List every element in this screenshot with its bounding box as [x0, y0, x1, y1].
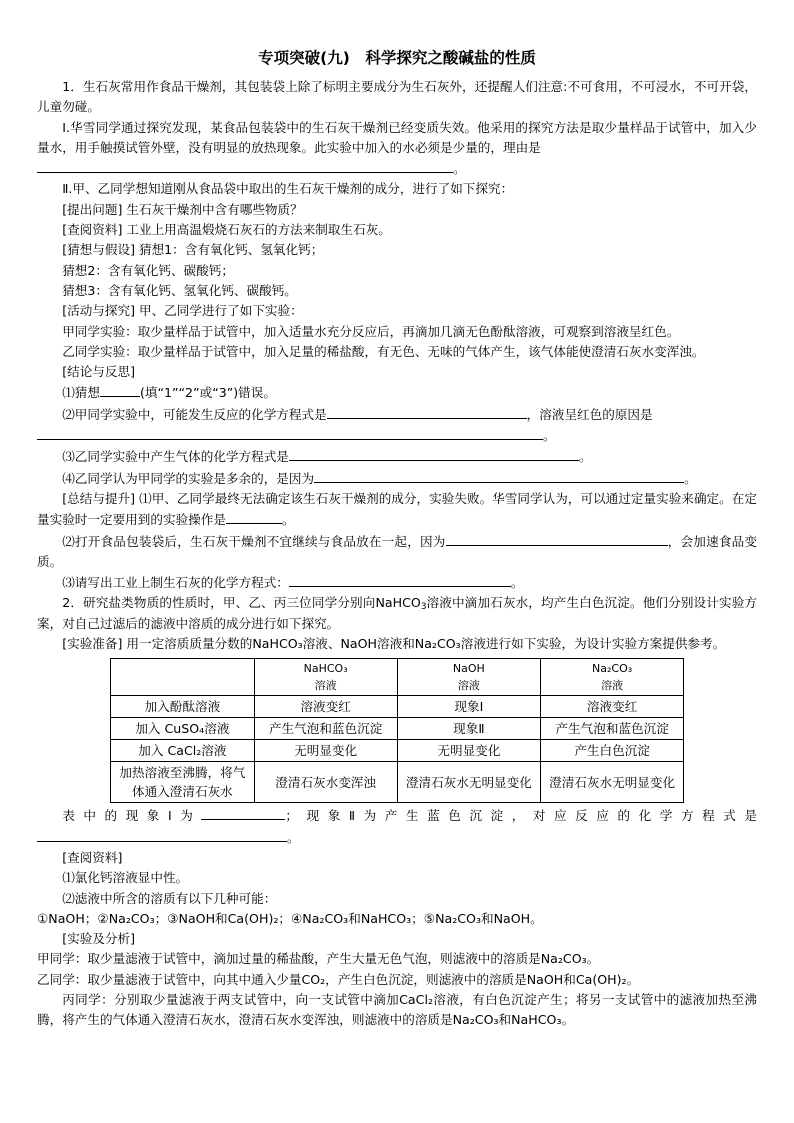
q1-summary-2 [37, 531, 757, 573]
q1-experiment-yi: 乙同学实验：取少量样品于试管中，加入足量的稀盐酸，有无色、无味的气体产生，该气体能使澄清石灰水变浑浊。 [62, 343, 705, 359]
answer-blank[interactable] [289, 572, 511, 587]
q2-prep-list: NaHCO₃溶液、NaOH溶液和Na₂CO₃溶液 [252, 636, 486, 652]
q1-question: [提出问题] 生石灰干燥剂中含有哪些物质？ [62, 201, 303, 217]
q2-yi: 乙同学：取少量滤液于试管中，向其中通入少量CO₂，产生白色沉淀，则滤液中的溶质是NaOH和Ca(OH)₂。 [37, 971, 640, 987]
q1-conclusion-2-line [37, 425, 757, 446]
after-table-end: 。 [287, 829, 300, 845]
q1-conclusion-title: [结论与反思] [62, 364, 135, 380]
q1-conclusion-2 [37, 404, 757, 425]
summary-end: 。 [281, 512, 295, 528]
q2-after-table-line [37, 827, 757, 848]
table-header-cell: Na₂CO₃ 溶液 [541, 659, 684, 696]
q2-analysis-title: [实验及分析] [62, 931, 135, 947]
table-cell: 现象Ⅱ [397, 718, 541, 740]
c2-end: 。 [543, 428, 556, 444]
answer-blank[interactable] [226, 509, 282, 524]
q1-conclusion-4 [37, 468, 757, 489]
q1-part1 [37, 118, 757, 159]
q2-reference-1: ⑴氯化钙溶液显中性。 [62, 870, 189, 886]
c3-end: 。 [578, 449, 592, 465]
answer-blank[interactable] [37, 827, 287, 842]
s2-pre: ⑵打开食品包装袋后，生石灰干燥剂不宜继续与食品放在一起，因为 [62, 533, 446, 549]
table-row [111, 696, 684, 718]
after-table-b: ；现象Ⅱ为产生蓝色沉淀，对应反应的化学方程式是 [285, 808, 757, 824]
q1-experiment-jia: 甲同学实验：取少量样品于试管中，加入适量水充分反应后，再滴加几滴无色酚酞溶液，可观察到溶液呈红色。 [62, 323, 680, 339]
table-cell: 无明显变化 [397, 740, 541, 762]
c2-mid: ，溶液呈红色的原因是 [526, 406, 653, 422]
table-cell: 澄清石灰水无明显变化 [397, 762, 541, 803]
c2-pre: ⑵甲同学实验中，可能发生反应的化学方程式是 [62, 406, 327, 422]
table-row [111, 740, 684, 762]
q1-reference: [查阅资料] 工业上用高温煅烧石灰石的方法来制取生石灰。 [62, 222, 391, 238]
q1-activity: [活动与探究] 甲、乙同学进行了如下实验： [62, 303, 303, 319]
answer-blank[interactable] [201, 805, 285, 820]
q2-prep-a: [实验准备] 用一定溶质质量分数的 [62, 636, 253, 652]
q1-part2: Ⅱ.甲、乙同学想知道刚从食品袋中取出的生石灰干燥剂的成分，进行了如下探究： [62, 181, 514, 197]
table-header-cell: NaOH 溶液 [397, 659, 541, 696]
q1-hypothesis-2: 猜想2：含有氧化钙、碳酸钙； [62, 262, 234, 278]
answer-blank[interactable] [314, 468, 684, 483]
q1-conclusion-3 [37, 446, 757, 467]
table-cell: 现象Ⅰ [397, 696, 541, 718]
q2-reference-2: ⑵滤液中所含的溶质有以下几种可能： [62, 890, 277, 906]
q2-intro-b: 溶液中滴加石灰水，均产生白色沉淀。他们分别设计实验方案，对自己过滤后的滤液中溶质的成分进行如下探究。 [37, 595, 758, 631]
q2-preparation [37, 634, 757, 654]
q1-part1-answer-line [37, 158, 757, 179]
table-header-cell [111, 659, 255, 696]
experiment-table [110, 658, 684, 803]
table-cell: 澄清石灰水变浑浊 [254, 762, 397, 803]
q2-bing: 丙同学：分别取少量滤液于两支试管中，向一支试管中滴加CaCl₂溶液，有白色沉淀产生；将另一支试管中的滤液加热至沸腾，将产生的气体通入澄清石灰水，澄清石灰水变浑浊，则滤液中的溶质是Na₂CO₃和NaHCO₃。 [37, 991, 757, 1028]
q2-after-table [37, 805, 757, 826]
table-cell: 产生气泡和蓝色沉淀 [541, 718, 684, 740]
c1-pre: ⑴猜想 [62, 385, 100, 401]
table-header-row [111, 659, 684, 696]
table-row [111, 718, 684, 740]
answer-blank[interactable] [446, 531, 668, 546]
q1-intro: 1．生石灰常用作食品干燥剂，其包装袋上除了标明主要成分为生石灰外，还提醒人们注意:不可食用，不可浸水，不可开袋，儿童勿碰。 [37, 79, 757, 115]
table-cell: 产生白色沉淀 [541, 740, 684, 762]
answer-blank[interactable] [289, 446, 579, 461]
q1-summary-1 [37, 489, 757, 531]
c1-post: (填“1”“2”或“3”)错误。 [139, 385, 276, 401]
s2-post: ，会加速食品变质。 [37, 533, 758, 569]
c4-pre: ⑷乙同学认为甲同学的实验是多余的，是因为 [62, 470, 315, 486]
table-cell: 溶液变红 [541, 696, 684, 718]
q1-part1-text: Ⅰ.华雪同学通过探究发现，某食品包装袋中的生石灰干燥剂已经变质失效。他采用的探究方法是取少量样品于试管中，加入少量水，用手触摸试管外壁，没有明显的放热现象。此实验中加入的水必须是少量的，理由是 [37, 119, 757, 155]
q2-intro-formula: NaHCO [375, 595, 421, 611]
table-cell: 溶液变红 [254, 696, 397, 718]
table-cell: 加入 CaCl₂溶液 [111, 740, 255, 762]
answer-blank[interactable] [100, 382, 140, 397]
page-title: 专项突破(九) 科学探究之酸碱盐的性质 [258, 49, 536, 67]
q2-options: ①NaOH；②Na₂CO₃；③NaOH和Ca(OH)₂；④Na₂CO₃和NaHCO₃；⑤Na₂CO₃和NaOH。 [37, 910, 543, 926]
q2-jia: 甲同学：取少量滤液于试管中，滴加过量的稀盐酸，产生大量无色气泡，则滤液中的溶质是Na₂CO₃。 [37, 951, 600, 967]
q2-prep-b: 进行如下实验，为设计实验方案提供参考。 [485, 636, 726, 652]
table-cell: 产生气泡和蓝色沉淀 [254, 718, 397, 740]
q1-hypothesis-3: 猜想3：含有氧化钙、氢氧化钙、碳酸钙。 [62, 282, 297, 298]
table-cell: 加入 CuSO₄溶液 [111, 718, 255, 740]
table-row [111, 762, 684, 803]
s3-end: 。 [510, 575, 524, 591]
answer-blank[interactable] [327, 404, 527, 419]
table-header-cell: NaHCO₃ 溶液 [254, 659, 397, 696]
q1-conclusion-1 [37, 382, 757, 403]
q1-hypothesis-1: [猜想与假设] 猜想1：含有氧化钙、氢氧化钙； [62, 242, 324, 258]
q2-intro-a: 2．研究盐类物质的性质时，甲、乙、丙三位同学分别向 [62, 595, 376, 611]
answer-blank[interactable] [37, 158, 453, 173]
table-cell: 加热溶液至沸腾，将气体通入澄清石灰水 [111, 762, 255, 803]
q2-intro: 2．研究盐类物质的性质时，甲、乙、丙三位同学分别向NaHCO$_3$溶液中滴加石灰水，均产生白色沉淀。他们分别设计实验方案，对自己过滤后的滤液中溶质的成分进行如下探究。 [37, 595, 758, 631]
worksheet-page [37, 47, 757, 1031]
table-cell: 加入酚酞溶液 [111, 696, 255, 718]
q2-reference-title: [查阅资料] [62, 849, 123, 865]
table-cell: 无明显变化 [254, 740, 397, 762]
q1-summary-3 [37, 572, 757, 593]
answer-blank[interactable] [37, 425, 543, 440]
s3-pre: ⑶请写出工业上制生石灰的化学方程式： [62, 575, 289, 591]
c4-end: 。 [684, 470, 697, 486]
c3-pre: ⑶乙同学实验中产生气体的化学方程式是 [62, 449, 289, 465]
table-cell: 澄清石灰水无明显变化 [541, 762, 684, 803]
summary-pre: [总结与提升] ⑴甲、乙同学最终无法确定该生石灰干燥剂的成分，实验失败。华雪同学认为，可以通过定量实验来确定。在定量实验时一定要用到的实验操作是 [37, 490, 757, 528]
q1-part1-end: 。 [453, 161, 466, 177]
after-table-a: 表中的现象Ⅰ为 [62, 808, 202, 824]
